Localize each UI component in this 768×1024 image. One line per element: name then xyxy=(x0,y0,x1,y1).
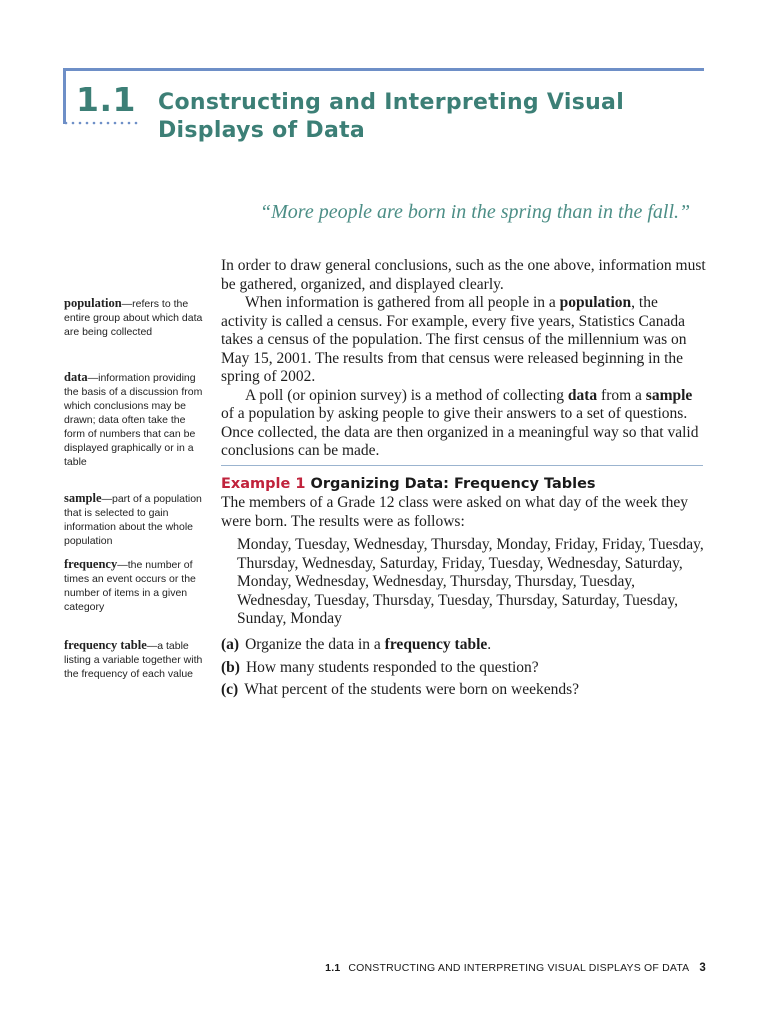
term-sample: sample xyxy=(645,386,693,404)
definition-frequency-table: frequency table—a table listing a variable together with the frequency of each value xyxy=(64,638,203,680)
example-heading xyxy=(221,475,596,493)
footer-section-number: 1.1 xyxy=(325,962,341,974)
intro-paragraph-2: When information is gathered from all people in a population, the activity is called a census. For example, every five years, Statistics Canada takes a census of the population. The first census of the millennium was on May 15, 2001. The results from that census were released beginning in the spring of 2002. xyxy=(221,294,687,385)
question-c: (c) What percent of the students were born on weekends? xyxy=(221,681,580,698)
question-a: (a) Organize the data in a frequency table. xyxy=(221,636,492,653)
dotted-ornament xyxy=(64,121,140,125)
example-divider xyxy=(221,465,703,466)
intro-text xyxy=(221,257,707,461)
page-number: 3 xyxy=(699,962,706,974)
example-text: The members of a Grade 12 class were asked on what day of the week they were born. The results were as follows: xyxy=(221,494,688,530)
intro-paragraph-3: A poll (or opinion survey) is a method of collecting data from a sample of a population by asking people to give their answers to a set of questions. Once collected, the data are then organized in a meaningful way so that valid conclusions can be made. xyxy=(221,386,699,459)
definition-sample: sample—part of a population that is selected to gain information about the whole population xyxy=(64,491,202,547)
example-title: Organizing Data: Frequency Tables xyxy=(310,476,596,492)
days-data-list: Monday, Tuesday, Wednesday, Thursday, Monday, Friday, Friday, Tuesday, Thursday, Wednesday, Saturday, Friday, Tuesday, Wednesday, Saturday, Monday, Wednesday, Wednesday, Thursday, Thursday, Tuesday, Wednesday, Tuesday, Thursday, Tuesday, Thursday, Saturday, Tuesday, Sunday, Monday xyxy=(237,536,704,627)
section-title: Constructing and Interpreting Visual Displays of Data xyxy=(158,90,625,143)
definition-population: population—refers to the entire group about which data are being collected xyxy=(64,296,203,338)
footer-title: CONSTRUCTING AND INTERPRETING VISUAL DISPLAYS OF DATA xyxy=(348,962,690,974)
intro-paragraph-1: In order to draw general conclusions, such as the one above, information must be gathered, organized, and displayed clearly. xyxy=(221,257,706,293)
question-b: (b) How many students responded to the question? xyxy=(221,658,539,676)
term-population: population xyxy=(559,294,632,311)
page-footer xyxy=(325,962,706,974)
example-questions xyxy=(221,636,707,704)
section-number: 1.1 xyxy=(76,80,136,119)
header-top-rule xyxy=(63,68,704,71)
definition-data: data—information providing the basis of a discussion from which conclusions may be drawn; data often take the form of numbers that can be displayed graphically or in a table xyxy=(64,370,203,468)
epigraph-quote: “More people are born in the spring than in the fall.” xyxy=(260,201,691,223)
definition-frequency: frequency—the number of times an event occurs or the number of items in a given category xyxy=(64,557,196,613)
example-label: Example 1 xyxy=(221,476,306,492)
term-data: data xyxy=(567,386,598,404)
header-left-rule xyxy=(63,68,66,124)
